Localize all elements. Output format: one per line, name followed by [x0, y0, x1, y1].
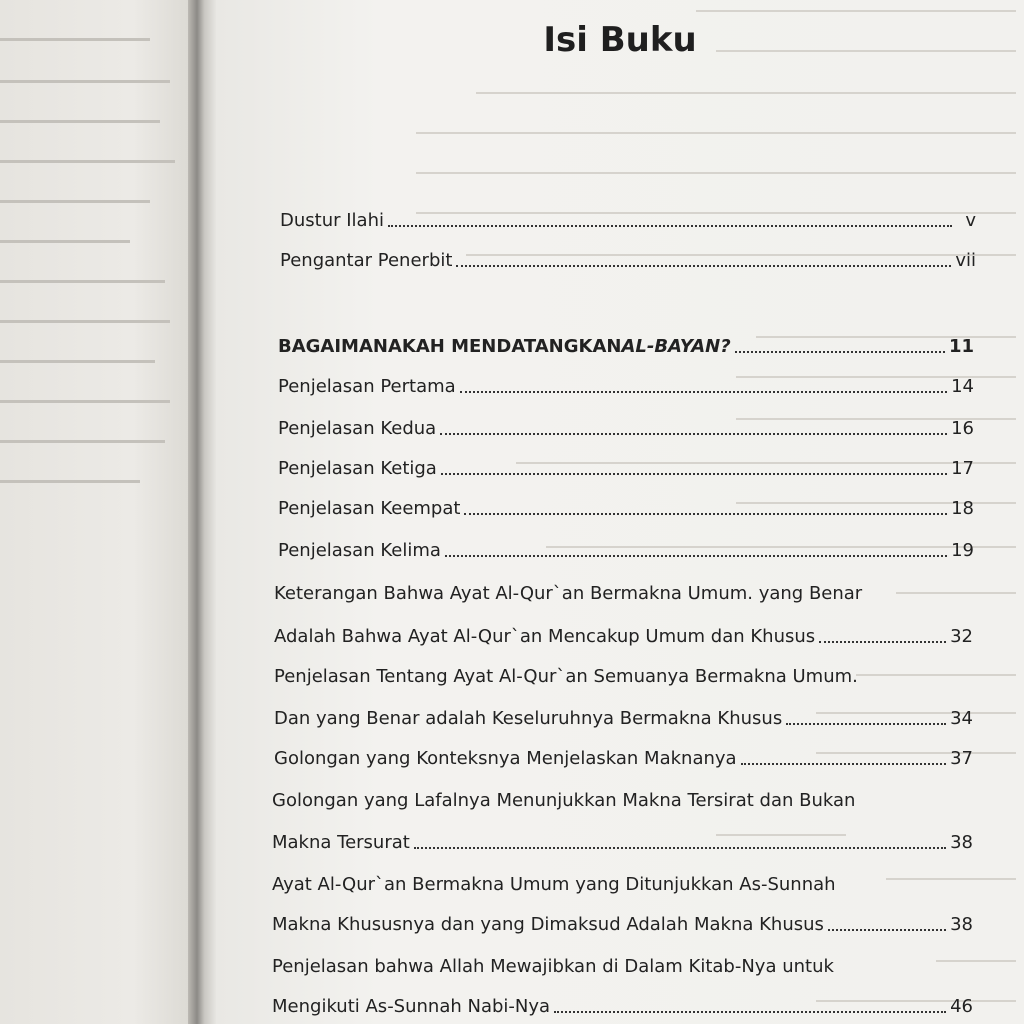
toc-entry-line1: Keterangan Bahwa Ayat Al-Qur`an Bermakna Umum. yang Benar: [274, 583, 863, 604]
toc-page-number: 11: [948, 336, 974, 357]
toc-page-number: 34: [950, 708, 973, 729]
toc-page-number: 32: [950, 626, 973, 647]
toc-entry-line1: Golongan yang Lafalnya Menunjukkan Makna Tersirat dan Bukan: [272, 790, 856, 811]
toc-entry[interactable]: [280, 210, 976, 231]
left-page: [0, 0, 190, 1024]
toc-leader-dots: [786, 722, 946, 725]
toc-entry-title: Penjelasan Ketiga: [278, 458, 437, 479]
toc-entry-title: Pengantar Penerbit: [280, 250, 453, 271]
toc-entry-title: BAGAIMANAKAH MENDATANGKAN: [278, 336, 622, 357]
toc-leader-dots: [819, 640, 946, 643]
page-title: Isi Buku: [543, 20, 697, 60]
toc-page-number: 38: [950, 914, 973, 935]
toc-entry-title: Makna Tersurat: [272, 832, 410, 853]
toc-leader-dots: [464, 512, 947, 515]
toc-entry[interactable]: [272, 832, 973, 853]
toc-entry[interactable]: [272, 914, 973, 935]
toc-entry[interactable]: [274, 626, 973, 647]
toc-leader-dots: [554, 1010, 946, 1013]
toc-entry-title: Dustur Ilahi: [280, 210, 384, 231]
toc-page-number: 46: [950, 996, 973, 1017]
toc-page-number: 18: [951, 498, 974, 519]
toc-leader-dots: [460, 390, 947, 393]
toc-page-number: 38: [950, 832, 973, 853]
toc-entry-line1: Penjelasan Tentang Ayat Al-Qur`an Semuanya Bermakna Umum.: [274, 666, 858, 687]
toc-leader-dots: [414, 846, 946, 849]
toc-entry-title: Mengikuti As-Sunnah Nabi-Nya: [272, 996, 551, 1017]
toc-leader-dots: [440, 432, 947, 435]
toc-entry-title-italic: AL-BAYAN?: [621, 336, 731, 357]
toc-page-number: 17: [951, 458, 974, 479]
toc-leader-dots: [735, 350, 945, 353]
toc-entry[interactable]: [274, 748, 973, 769]
toc-entry-title: Adalah Bahwa Ayat Al-Qur`an Mencakup Umum dan Khusus: [274, 626, 816, 647]
toc-entry-title: Golongan yang Konteksnya Menjelaskan Maknanya: [274, 748, 737, 769]
left-page-bleed-text: [0, 0, 190, 1024]
toc-page: [216, 0, 1024, 1024]
toc-leader-dots: [456, 264, 951, 267]
toc-leader-dots: [828, 928, 946, 931]
toc-entry-line1: Ayat Al-Qur`an Bermakna Umum yang Ditunjukkan As-Sunnah: [272, 874, 836, 895]
toc-page-number: 19: [951, 540, 974, 561]
toc-entry[interactable]: [280, 250, 976, 271]
toc-page-number: 37: [950, 748, 973, 769]
toc-leader-dots: [741, 762, 947, 765]
toc-entry-title: Penjelasan Kedua: [278, 418, 437, 439]
toc-entry-title: Dan yang Benar adalah Keseluruhnya Bermakna Khusus: [274, 708, 783, 729]
book-gutter: [188, 0, 218, 1024]
toc-entry[interactable]: [274, 708, 973, 729]
toc-leader-dots: [441, 472, 947, 475]
toc-page-number: 16: [951, 418, 974, 439]
toc-leader-dots: [388, 224, 952, 227]
toc-entry-title: Makna Khususnya dan yang Dimaksud Adalah Makna Khusus: [272, 914, 824, 935]
toc-entry[interactable]: [278, 418, 974, 439]
toc-entry-title: Penjelasan Keempat: [278, 498, 461, 519]
toc-page-number: vii: [955, 250, 976, 271]
toc-leader-dots: [445, 554, 947, 557]
toc-entry[interactable]: [278, 540, 974, 561]
toc-entry[interactable]: [278, 458, 974, 479]
toc-page-number: v: [965, 210, 976, 231]
toc-entry[interactable]: [278, 498, 974, 519]
toc-entry-title: Penjelasan Pertama: [278, 376, 456, 397]
toc-entry-line1: Penjelasan bahwa Allah Mewajibkan di Dalam Kitab-Nya untuk: [272, 956, 834, 977]
toc-page-number: 14: [951, 376, 974, 397]
toc-entry-title: Penjelasan Kelima: [278, 540, 441, 561]
toc-entry[interactable]: [272, 996, 973, 1017]
toc-entry[interactable]: [278, 336, 974, 357]
toc-entry[interactable]: [278, 376, 974, 397]
